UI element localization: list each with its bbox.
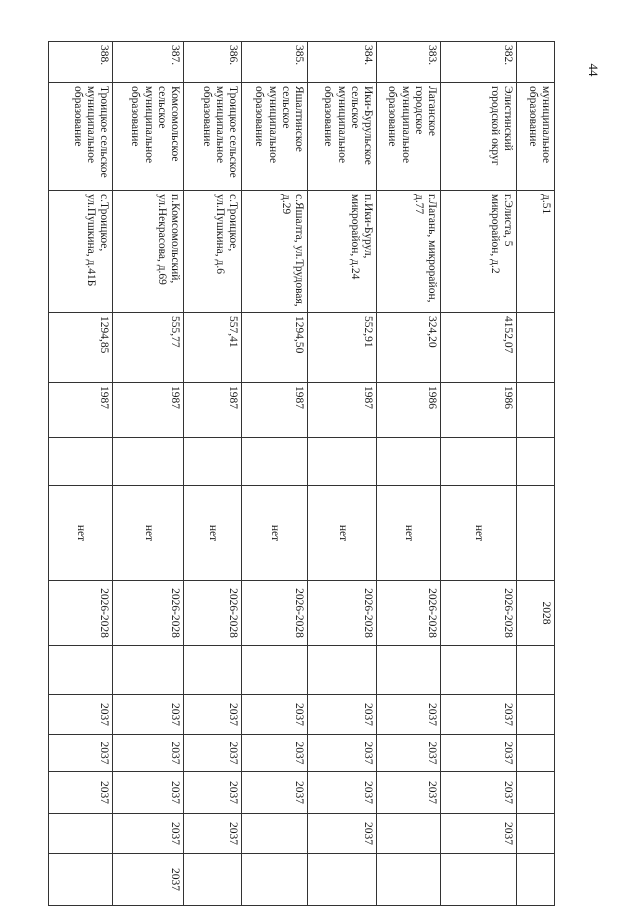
cell-flag: нет bbox=[441, 486, 517, 581]
cell-municipality: муниципальное образование bbox=[517, 83, 555, 191]
cell-y4 bbox=[517, 814, 555, 854]
cell-flag: нет bbox=[113, 486, 184, 581]
cell-y1: 2037 bbox=[113, 695, 184, 735]
cell-empty bbox=[377, 646, 441, 695]
cell-empty bbox=[184, 646, 242, 695]
cell-y5: 2037 bbox=[113, 854, 184, 906]
cell-y2: 2037 bbox=[49, 735, 113, 772]
cell-num: 382. bbox=[441, 42, 517, 83]
cell-num bbox=[517, 42, 555, 83]
cell-y5 bbox=[441, 854, 517, 906]
register-table bbox=[48, 41, 555, 906]
cell-y2 bbox=[517, 735, 555, 772]
cell-area: 557,41 bbox=[184, 313, 242, 383]
cell-y2: 2037 bbox=[308, 735, 377, 772]
cell-flag: нет bbox=[377, 486, 441, 581]
table-row bbox=[441, 42, 517, 906]
cell-empty bbox=[517, 438, 555, 486]
cell-y4 bbox=[242, 814, 308, 854]
cell-y1: 2037 bbox=[308, 695, 377, 735]
cell-flag bbox=[517, 486, 555, 581]
cell-area: 1294,50 bbox=[242, 313, 308, 383]
page-number: 44 bbox=[586, 63, 601, 77]
cell-empty bbox=[184, 438, 242, 486]
cell-y4: 2037 bbox=[184, 814, 242, 854]
cell-year: 1986 bbox=[441, 383, 517, 438]
cell-y4 bbox=[49, 814, 113, 854]
table-row bbox=[242, 42, 308, 906]
cell-empty bbox=[113, 438, 184, 486]
cell-y1: 2037 bbox=[377, 695, 441, 735]
cell-municipality: Троицкое сельское муниципальное образование bbox=[49, 83, 113, 191]
cell-municipality: Комсомольское сельское муниципальное образование bbox=[113, 83, 184, 191]
cell-y5 bbox=[377, 854, 441, 906]
cell-y4: 2037 bbox=[308, 814, 377, 854]
cell-y3: 2037 bbox=[49, 772, 113, 814]
cell-y1: 2037 bbox=[184, 695, 242, 735]
cell-y3: 2037 bbox=[441, 772, 517, 814]
cell-y2: 2037 bbox=[242, 735, 308, 772]
cell-year: 1987 bbox=[242, 383, 308, 438]
cell-y1: 2037 bbox=[441, 695, 517, 735]
cell-y2: 2037 bbox=[184, 735, 242, 772]
cell-y3: 2037 bbox=[242, 772, 308, 814]
cell-y3: 2037 bbox=[308, 772, 377, 814]
cell-period: 2026-2028 bbox=[49, 581, 113, 646]
cell-address: д.51 bbox=[517, 191, 555, 313]
cell-y2: 2037 bbox=[377, 735, 441, 772]
cell-num: 384. bbox=[308, 42, 377, 83]
cell-period: 2026-2028 bbox=[184, 581, 242, 646]
cell-year: 1987 bbox=[184, 383, 242, 438]
cell-address: г.Лагань, микрорайон, д.77 bbox=[377, 191, 441, 313]
cell-address: п.Комсомольский, ул.Некрасова, д.69 bbox=[113, 191, 184, 313]
cell-y3: 2037 bbox=[113, 772, 184, 814]
cell-area bbox=[517, 313, 555, 383]
cell-empty bbox=[517, 646, 555, 695]
cell-municipality: Троицкое сельское муниципальное образование bbox=[184, 83, 242, 191]
cell-period: 2026-2028 bbox=[377, 581, 441, 646]
cell-year: 1987 bbox=[113, 383, 184, 438]
cell-year: 1987 bbox=[308, 383, 377, 438]
cell-period: 2026-2028 bbox=[308, 581, 377, 646]
cell-empty bbox=[242, 438, 308, 486]
cell-y5 bbox=[49, 854, 113, 906]
cell-empty bbox=[377, 438, 441, 486]
cell-empty bbox=[308, 438, 377, 486]
cell-municipality: Яшалтинское сельское муниципальное образование bbox=[242, 83, 308, 191]
table-row bbox=[308, 42, 377, 906]
table-row bbox=[377, 42, 441, 906]
cell-municipality: Элистинский городской округ bbox=[441, 83, 517, 191]
cell-y1 bbox=[517, 695, 555, 735]
cell-y4: 2037 bbox=[441, 814, 517, 854]
cell-num: 385. bbox=[242, 42, 308, 83]
cell-flag: нет bbox=[184, 486, 242, 581]
cell-y4 bbox=[377, 814, 441, 854]
cell-period: 2028 bbox=[517, 581, 555, 646]
cell-num: 383. bbox=[377, 42, 441, 83]
cell-y1: 2037 bbox=[49, 695, 113, 735]
cell-address: п.Ики-Бурул, микрорайон, д.24 bbox=[308, 191, 377, 313]
cell-empty bbox=[49, 438, 113, 486]
cell-period: 2026-2028 bbox=[113, 581, 184, 646]
cell-area: 555,77 bbox=[113, 313, 184, 383]
cell-num: 387. bbox=[113, 42, 184, 83]
cell-year: 1986 bbox=[377, 383, 441, 438]
cell-flag: нет bbox=[49, 486, 113, 581]
cell-y1: 2037 bbox=[242, 695, 308, 735]
cell-empty bbox=[242, 646, 308, 695]
cell-empty bbox=[113, 646, 184, 695]
cell-address: с.Троицкое, ул.Пушкина, д.41Б bbox=[49, 191, 113, 313]
cell-y5 bbox=[517, 854, 555, 906]
cell-area: 552,91 bbox=[308, 313, 377, 383]
cell-y5 bbox=[308, 854, 377, 906]
cell-y2: 2037 bbox=[113, 735, 184, 772]
cell-period: 2026-2028 bbox=[441, 581, 517, 646]
cell-year: 1987 bbox=[49, 383, 113, 438]
cell-flag: нет bbox=[242, 486, 308, 581]
cell-y4: 2037 bbox=[113, 814, 184, 854]
cell-area: 1294,85 bbox=[49, 313, 113, 383]
table-row bbox=[113, 42, 184, 906]
cell-y3: 2037 bbox=[184, 772, 242, 814]
cell-year bbox=[517, 383, 555, 438]
cell-address: с.Троицкое, ул.Пушкина, д.6 bbox=[184, 191, 242, 313]
cell-area: 4152,07 bbox=[441, 313, 517, 383]
cell-y3: 2037 bbox=[377, 772, 441, 814]
table-row bbox=[517, 42, 555, 906]
cell-y2: 2037 bbox=[441, 735, 517, 772]
table-row bbox=[49, 42, 113, 906]
cell-area: 324,20 bbox=[377, 313, 441, 383]
cell-y3 bbox=[517, 772, 555, 814]
cell-empty bbox=[441, 438, 517, 486]
cell-flag: нет bbox=[308, 486, 377, 581]
cell-municipality: Ики-Бурульское сельское муниципальное образование bbox=[308, 83, 377, 191]
cell-empty bbox=[441, 646, 517, 695]
cell-y5 bbox=[184, 854, 242, 906]
table-row bbox=[184, 42, 242, 906]
cell-num: 388. bbox=[49, 42, 113, 83]
cell-period: 2026-2028 bbox=[242, 581, 308, 646]
cell-empty bbox=[49, 646, 113, 695]
cell-y5 bbox=[242, 854, 308, 906]
cell-address: г.Элиста, 5 микрорайон, д.2 bbox=[441, 191, 517, 313]
cell-address: с.Яшалта, ул.Трудовая, д.29 bbox=[242, 191, 308, 313]
cell-municipality: Лаганское городское муниципальное образование bbox=[377, 83, 441, 191]
cell-num: 386. bbox=[184, 42, 242, 83]
table-frame bbox=[71, 41, 555, 905]
cell-empty bbox=[308, 646, 377, 695]
